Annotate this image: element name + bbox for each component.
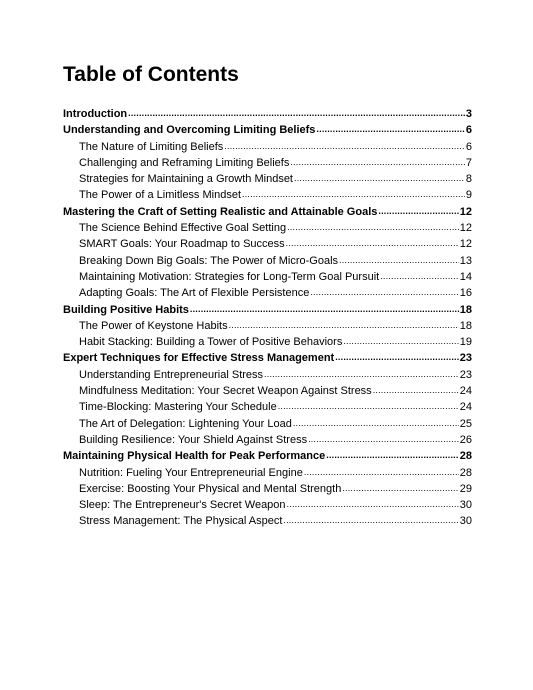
dot-leader: [380, 268, 459, 284]
toc-section-entry[interactable]: [63, 139, 472, 155]
toc-page-number: 3: [465, 108, 472, 120]
toc-entry-label: Strategies for Maintaining a Growth Mindset: [79, 173, 293, 186]
toc-page-number: 12: [459, 205, 472, 218]
dot-leader: [128, 105, 465, 121]
toc-page-number: 29: [459, 482, 472, 495]
dot-leader: [326, 447, 459, 463]
toc-section-entry[interactable]: [63, 285, 472, 301]
toc-page-number: 26: [459, 433, 472, 446]
toc-page-number: 18: [459, 303, 472, 316]
toc-entry-label: Maintaining Motivation: Strategies for Long-Term Goal Pursuit: [79, 270, 380, 283]
toc-page-number: 16: [459, 287, 472, 300]
toc-section-entry[interactable]: [63, 416, 472, 432]
toc-page-number: 23: [459, 368, 472, 381]
toc-section-entry[interactable]: [63, 318, 472, 334]
toc-page-number: 24: [459, 401, 472, 414]
toc-entry-label: Introduction: [63, 108, 128, 120]
toc-entry-label: Adapting Goals: The Art of Flexible Persistence: [79, 287, 310, 300]
toc-chapter-entry[interactable]: [63, 204, 472, 220]
toc-page-number: 12: [459, 222, 472, 235]
dot-leader: [229, 317, 459, 333]
toc-entry-label: Mastering the Craft of Setting Realistic and Attainable Goals: [63, 205, 378, 218]
toc-section-entry[interactable]: [63, 465, 472, 481]
toc-entry-label: The Art of Delegation: Lightening Your Load: [79, 417, 292, 430]
toc-section-entry[interactable]: [63, 171, 472, 187]
toc-page-number: 23: [459, 352, 472, 365]
toc-entry-label: The Nature of Limiting Beliefs: [79, 140, 224, 153]
dot-leader: [264, 366, 459, 382]
toc-entry-label: Breaking Down Big Goals: The Power of Micro-Goals: [79, 254, 339, 267]
toc-entry-label: Stress Management: The Physical Aspect: [79, 515, 283, 528]
toc-section-entry[interactable]: [63, 399, 472, 415]
toc-entry-label: Expert Techniques for Effective Stress Management: [63, 352, 335, 365]
toc-entry-label: Understanding Entrepreneurial Stress: [79, 368, 264, 381]
toc-section-entry[interactable]: [63, 432, 472, 448]
toc-entry-label: The Power of a Limitless Mindset: [79, 189, 242, 202]
dot-leader: [304, 464, 459, 480]
toc-section-entry[interactable]: [63, 383, 472, 399]
toc-section-entry[interactable]: [63, 220, 472, 236]
dot-leader: [283, 512, 458, 528]
toc-entry-label: The Power of Keystone Habits: [79, 319, 228, 332]
toc-section-entry[interactable]: [63, 481, 472, 497]
dot-leader: [190, 301, 459, 317]
toc-entry-label: Challenging and Reframing Limiting Beliefs: [79, 156, 290, 169]
toc-page-number: 24: [459, 385, 472, 398]
toc-entry-label: SMART Goals: Your Roadmap to Success: [79, 238, 285, 251]
toc-chapter-entry[interactable]: [63, 350, 472, 366]
toc-entry-label: Time-Blocking: Mastering Your Schedule: [79, 401, 277, 414]
toc-entry-label: Habit Stacking: Building a Tower of Positive Behaviors: [79, 336, 343, 349]
toc-page-number: 14: [459, 270, 472, 283]
toc-entry-label: The Science Behind Effective Goal Setting: [79, 222, 287, 235]
toc-section-entry[interactable]: [63, 236, 472, 252]
toc-page-number: 19: [459, 336, 472, 349]
page-title: Table of Contents: [63, 63, 239, 86]
toc-section-entry[interactable]: [63, 497, 472, 513]
toc-chapter-entry[interactable]: [63, 302, 472, 318]
toc-page-number: 7: [465, 156, 472, 169]
dot-leader: [293, 415, 459, 431]
toc-section-entry[interactable]: [63, 269, 472, 285]
dot-leader: [224, 138, 465, 154]
toc-entry-label: Exercise: Boosting Your Physical and Mental Strength: [79, 482, 342, 495]
toc-section-entry[interactable]: [63, 187, 472, 203]
toc-page-number: 28: [459, 450, 472, 463]
dot-leader: [339, 252, 459, 268]
dot-leader: [287, 219, 459, 235]
toc-entry-label: Mindfulness Meditation: Your Secret Weapon Against Stress: [79, 385, 372, 398]
toc-page-number: 25: [459, 417, 472, 430]
dot-leader: [378, 203, 458, 219]
toc-section-entry[interactable]: [63, 334, 472, 350]
dot-leader: [373, 382, 459, 398]
dot-leader: [286, 235, 459, 251]
toc-page-number: 28: [459, 466, 472, 479]
toc-chapter-entry[interactable]: [63, 122, 472, 138]
table-of-contents: [63, 106, 472, 530]
dot-leader: [308, 431, 459, 447]
toc-page-number: 12: [459, 238, 472, 251]
dot-leader: [310, 284, 458, 300]
toc-page-number: 6: [465, 140, 472, 153]
dot-leader: [343, 333, 458, 349]
toc-entry-label: Understanding and Overcoming Limiting Beliefs: [63, 124, 316, 137]
toc-section-entry[interactable]: [63, 367, 472, 383]
dot-leader: [294, 170, 465, 186]
toc-entry-label: Maintaining Physical Health for Peak Performance: [63, 450, 326, 463]
toc-section-entry[interactable]: [63, 155, 472, 171]
toc-entry-label: Building Positive Habits: [63, 303, 189, 316]
toc-chapter-entry[interactable]: [63, 106, 472, 122]
dot-leader: [335, 349, 459, 365]
toc-entry-label: Sleep: The Entrepreneur's Secret Weapon: [79, 499, 286, 512]
toc-page-number: 18: [459, 319, 472, 332]
toc-page-number: 30: [459, 515, 472, 528]
toc-entry-label: Nutrition: Fueling Your Entrepreneurial Engine: [79, 466, 303, 479]
toc-page-number: 8: [465, 173, 472, 186]
toc-page-number: 13: [459, 254, 472, 267]
toc-section-entry[interactable]: [63, 513, 472, 529]
dot-leader: [242, 186, 465, 202]
toc-page-number: 9: [465, 189, 472, 202]
dot-leader: [278, 398, 459, 414]
dot-leader: [316, 121, 464, 137]
toc-entry-label: Building Resilience: Your Shield Against Stress: [79, 433, 308, 446]
dot-leader: [342, 480, 458, 496]
toc-chapter-entry[interactable]: [63, 448, 472, 464]
dot-leader: [290, 154, 465, 170]
toc-section-entry[interactable]: [63, 253, 472, 269]
toc-page-number: 30: [459, 499, 472, 512]
toc-page-number: 6: [465, 124, 472, 137]
dot-leader: [287, 496, 459, 512]
